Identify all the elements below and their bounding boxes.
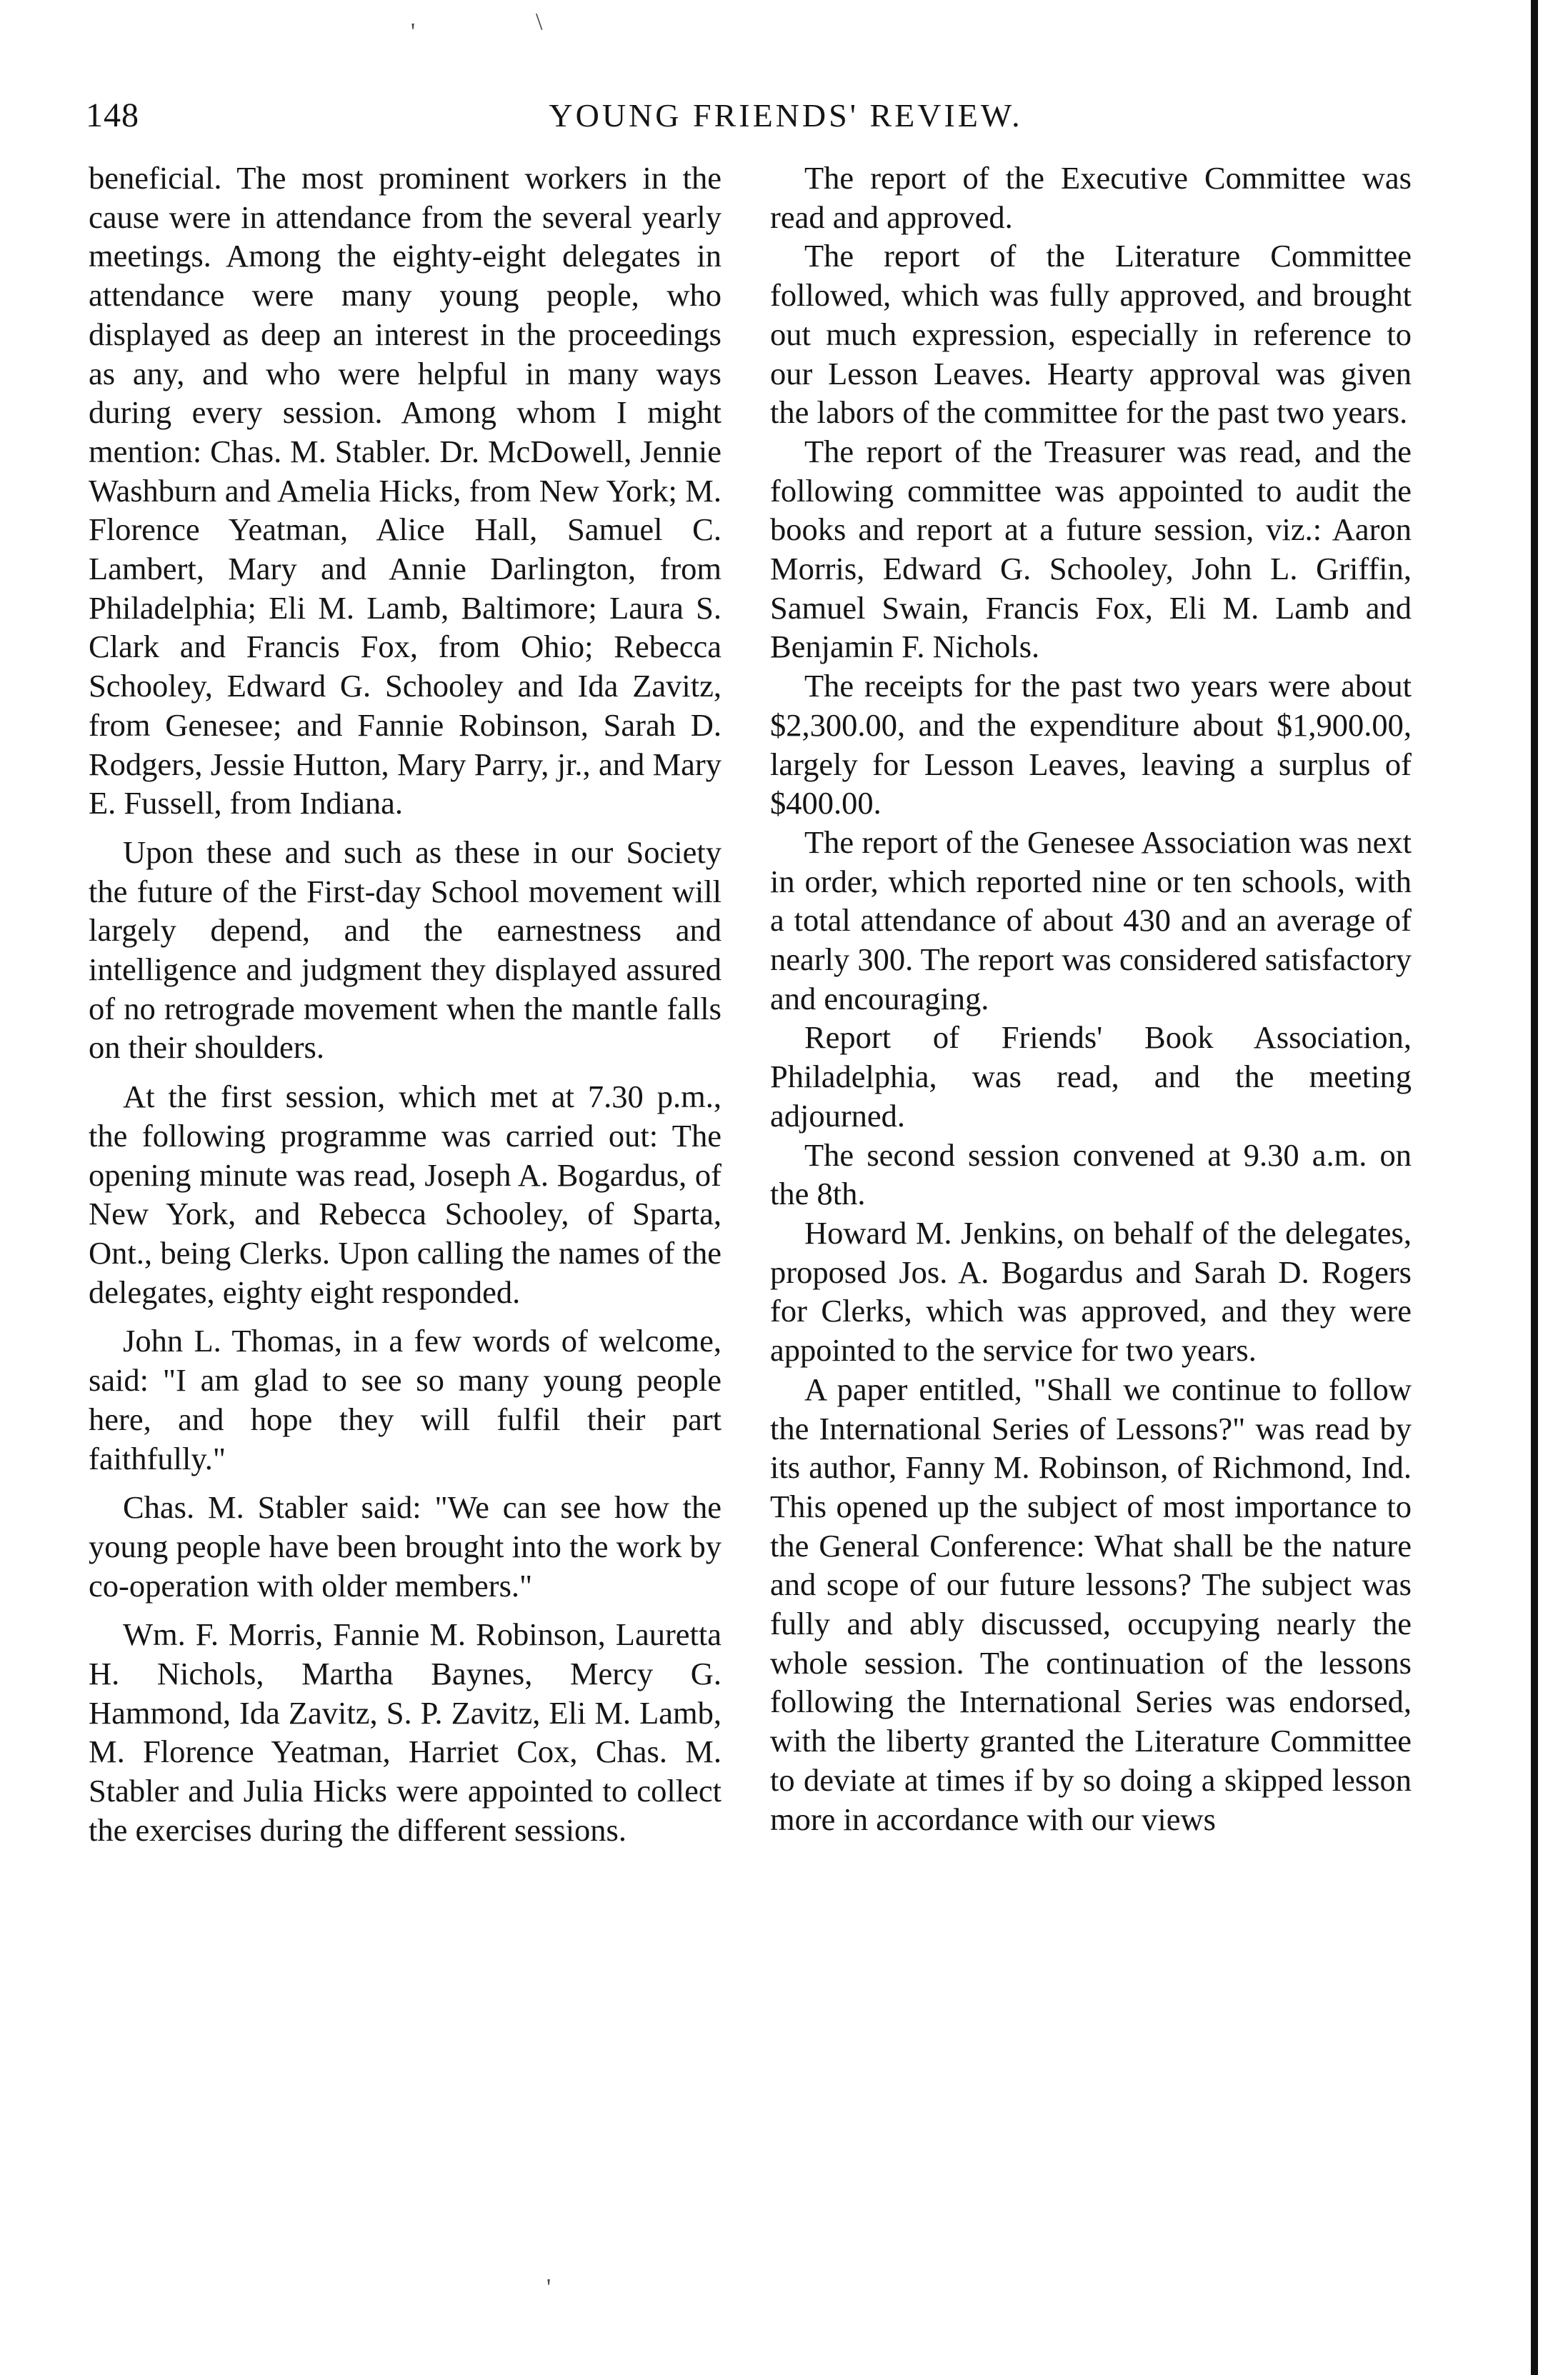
right-paragraph-4: The receipts for the past two years were about $2,300.00, and the expenditure about $1,900.00, largely for Lesson Leaves, leaving a surplus of $400.00. (770, 668, 1412, 821)
right-paragraph-5: The report of the Genesee Association was next in order, which reported nine or ten schools, with a total attendance of about 430 and an average of nearly 300. The report was considered satisfactory and encouraging. (770, 824, 1412, 1016)
left-paragraph-4: John L. Thomas, in a few words of welcome, said: "I am glad to see so many young people here, and hope they will fulfil their part faithfully." (89, 1323, 721, 1476)
page-header (86, 91, 1418, 141)
right-paragraph-9: A paper entitled, "Shall we continue to follow the International Series of Lessons?" was read by its author, Fanny M. Robinson, of Richmond, Ind. This opened up the subject of most importance to the General Conference: What shall be the nature and scope of our future lessons? The subject was fully and ably discussed, occupying nearly the whole session. The continuation of the lessons following the International Series was endorsed, with the liberty granted the Literature Committee to deviate at times if by so doing a skipped lesson more in accordance with our views (770, 1371, 1412, 1837)
top-scan-mark-secondary: \ (536, 9, 543, 35)
left-paragraph-5: Chas. M. Stabler said: "We can see how the young people have been brought into the work by co-operation with older members." (89, 1489, 721, 1604)
right-paragraph-2: The report of the Literature Committee followed, which was fully approved, and brought out much expression, especially in reference to our Lesson Leaves. Hearty approval was given the labors of the committee for the past two years. (770, 238, 1412, 431)
top-scan-mark: ' (411, 19, 416, 45)
left-paragraph-3: At the first session, which met at 7.30 p.m., the following programme was carried out: The opening minute was read, Joseph A. Bogardus, of New York, and Rebecca Schooley, of Sparta, Ont., being Clerks. Upon calling the names of the delegates, eighty eight responded. (89, 1079, 721, 1310)
left-text-column (89, 159, 721, 1860)
right-text-column (770, 159, 1412, 1839)
left-paragraph-1: beneficial. The most prominent workers in the cause were in attendance from the several yearly meetings. Among the eighty-eight delegates in attendance were many young people, who displayed as deep an interest in the proceedings as any, and who were helpful in many ways during every session. Among whom I might mention: Chas. M. Stabler. Dr. McDowell, Jennie Washburn and Amelia Hicks, from New York; M. Florence Yeatman, Alice Hall, Samuel C. Lambert, Mary and Annie Darlington, from Philadelphia; Eli M. Lamb, Baltimore; Laura S. Clark and Francis Fox, from Ohio; Rebecca Schooley, Edward G. Schooley and Ida Zavitz, from Genesee; and Fannie Robinson, Sarah D. Rodgers, Jessie Hutton, Mary Parry, jr., and Mary E. Fussell, from Indiana. (89, 160, 721, 821)
running-title: YOUNG FRIENDS' REVIEW. (549, 97, 1023, 134)
right-paragraph-1: The report of the Executive Committee was read and approved. (770, 160, 1412, 235)
page-edge-border (1531, 0, 1538, 2375)
bottom-scan-mark: ' (546, 2274, 551, 2301)
right-paragraph-3: The report of the Treasurer was read, and the following committee was appointed to audit the books and report at a future session, viz.: Aaron Morris, Edward G. Schooley, John L. Griffin, Samuel Swain, Francis Fox, Eli M. Lamb and Benjamin F. Nichols. (770, 433, 1412, 665)
left-paragraph-6: Wm. F. Morris, Fannie M. Robinson, Lauretta H. Nichols, Martha Baynes, Mercy G. Hammond, Ida Zavitz, S. P. Zavitz, Eli M. Lamb, M. Florence Yeatman, Harriet Cox, Chas. M. Stabler and Julia Hicks were appointed to collect the exercises during the different sessions. (89, 1616, 721, 1848)
right-paragraph-8: Howard M. Jenkins, on behalf of the delegates, proposed Jos. A. Bogardus and Sarah D. Rogers for Clerks, which was approved, and they were appointed to the service for two years. (770, 1214, 1412, 1369)
right-paragraph-7: The second session convened at 9.30 a.m. on the 8th. (770, 1136, 1412, 1212)
right-paragraph-6: Report of Friends' Book Association, Philadelphia, was read, and the meeting adjourned. (770, 1019, 1412, 1134)
page-number: 148 (86, 96, 139, 134)
left-paragraph-2: Upon these and such as these in our Society the future of the First-day School movement will largely depend, and the earnestness and intelligence and judgment they displayed assured of no retrograde movement when the mantle falls on their shoulders. (89, 834, 721, 1066)
